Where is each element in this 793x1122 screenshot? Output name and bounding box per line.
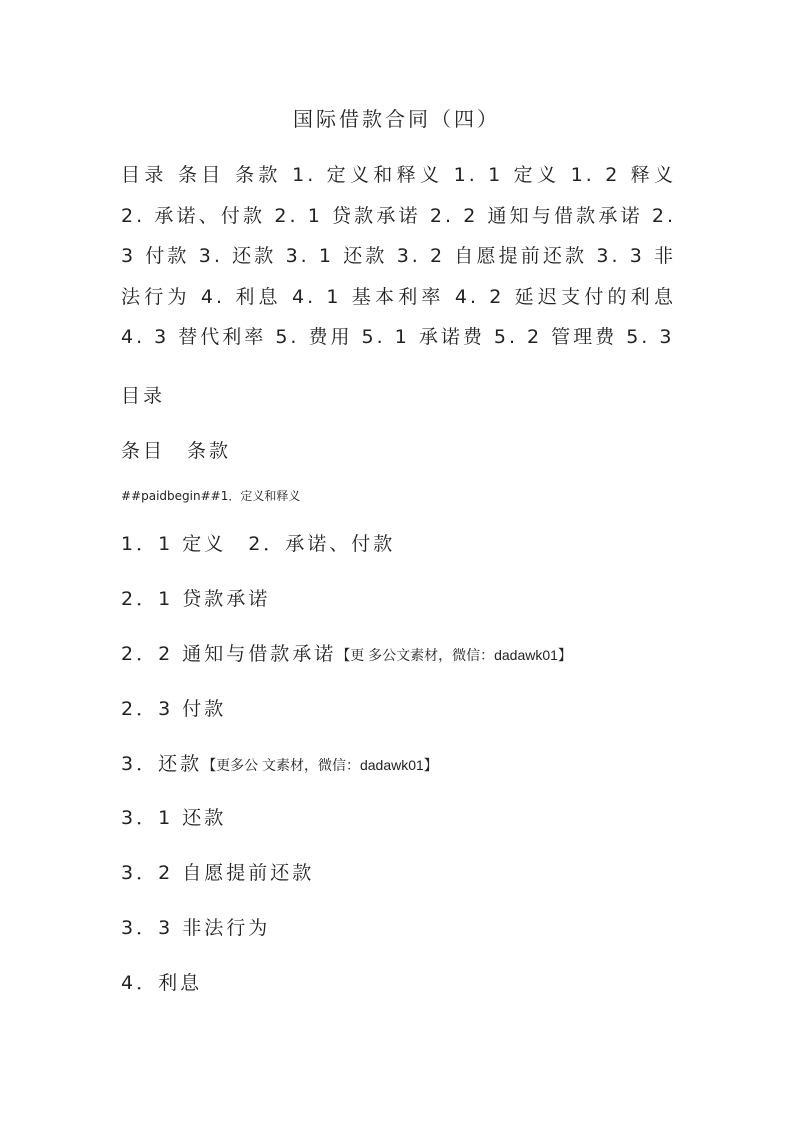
toc-paragraph: 目录 条目 条款 1. 定义和释义 1. 1 定义 1. 2 释义 2. 承诺、付款 2. 1 贷款承诺 2. 2 通知与借款承诺 2. 3 付款 3. 还款 3. 1 还款 3. 2 自愿提前还款 3. 3 非法行为 4. 利息 4. 1 基本利率 4. 2 延迟支付的利息 4. 3 替代利率 5. 费用 5. 1 承诺费 5. 2 管理费 5. 3 bbox=[121, 164, 676, 348]
toc-line bbox=[121, 529, 721, 556]
toc-line-text: 3．3 非法行为 bbox=[121, 917, 271, 939]
toc-line-text: 1．1 定义 2．承诺、付款 bbox=[121, 533, 396, 555]
toc-line-text: 2．1 贷款承诺 bbox=[121, 588, 271, 610]
document-title: 国际借款合同（四） bbox=[293, 107, 500, 131]
toc-heading: 目录 bbox=[121, 385, 166, 407]
toc-line bbox=[121, 913, 721, 940]
toc-line-text: 2．3 付款 bbox=[121, 698, 227, 720]
paid-marker-line: ##paidbegin##1．定义和释义 bbox=[121, 489, 301, 503]
toc-line-text: 3．还款 bbox=[121, 753, 203, 775]
toc-line-text: 2．2 通知与借款承诺 bbox=[121, 643, 337, 665]
toc-line-text: 3．2 自愿提前还款 bbox=[121, 862, 315, 884]
toc-line bbox=[121, 858, 721, 885]
toc-line bbox=[121, 749, 721, 776]
toc-line bbox=[121, 584, 721, 611]
toc-line bbox=[121, 968, 721, 995]
promo-note: 【更 多公文素材，微信：dadawk01】 bbox=[336, 647, 572, 663]
promo-note: 【更多公 文素材，微信：dadawk01】 bbox=[202, 757, 438, 773]
items-heading: 条目 条款 bbox=[121, 440, 232, 462]
toc-line bbox=[121, 639, 721, 666]
toc-line bbox=[121, 694, 721, 721]
toc-line-text: 4．利息 bbox=[121, 972, 203, 994]
toc-line bbox=[121, 803, 721, 830]
toc-line-text: 3．1 还款 bbox=[121, 807, 227, 829]
